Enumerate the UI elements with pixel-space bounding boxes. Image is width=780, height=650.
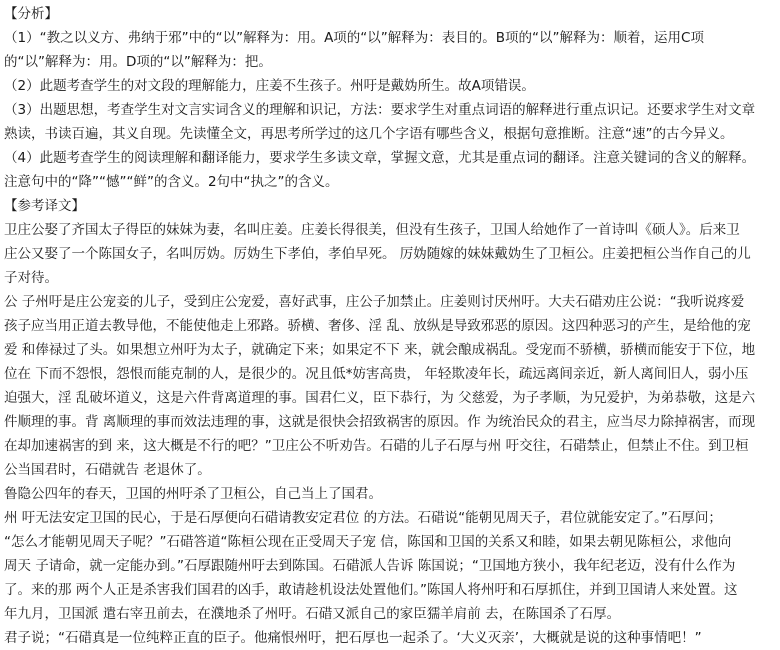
analysis-line: （2）此题考查学生的对文段的理解能力，庄姜不生孩子。州吁是戴妫所生。故A项错误。	[4, 78, 535, 94]
analysis-line: 熟读，书读百遍，其义自现。先读懂全文，再思考所学过的这几个字语有哪些含义，根据句意推断。注意“速”的古今异义。	[4, 126, 734, 142]
translation-line: 公 子州吁是庄公宠妾的儿子，受到庄公宠爱，喜好武事，庄公子加禁止。庄姜则讨厌州吁。大夫石碏劝庄公说：“我听说疼爱	[4, 294, 745, 310]
translation-line: 了。来的那 两个人正是杀害我们国君的凶手，敢请趁机设法处置他们。”陈国人将州吁和石厚抓住，并到卫国请人来处置。这	[4, 582, 738, 598]
analysis-line: 的“以”解释为：用。D项的“以”解释为：把。	[4, 54, 272, 70]
translation-heading: 【参考译文】	[4, 198, 85, 214]
translation-line: 公当国君时，石碏就告 老退休了。	[4, 462, 211, 478]
translation-line: 年九月，卫国派 遣右宰丑前去，在濮地杀了州吁。石碏又派自己的家臣獳羊肩前 去，在陈国杀了石厚。	[4, 606, 621, 622]
translation-line: 子对待。	[4, 270, 58, 286]
translation-line: 件顺理的事。背 离顺理的事而效法违理的事，这就是很快会招致祸害的原因。作 为统治民众的君主，应当尽力除掉祸害，而现	[4, 414, 756, 430]
translation-line: 孩子应当用正道去教导他，不能使他走上邪路。骄横、奢侈、淫 乱、放纵是导致邪恶的原因。这四种恶习的产生，是给他的宠	[4, 318, 751, 334]
analysis-line: 注意句中的“降”“憾”“鲜”的含义。2句中“执之”的含义。	[4, 174, 339, 190]
translation-line: 迫强大，淫 乱破坏道义，这是六件背离道理的事。国君仁义，臣下恭行，为 父慈爱，为子孝顺，为兄爱护，为弟恭敬，这是六	[4, 390, 756, 406]
analysis-line: （3）出题思想，考查学生对文言实词含义的理解和识记，方法：要求学生对重点词语的解释进行重点识记。还要求学生对文章	[4, 102, 756, 118]
translation-line: 庄公又娶了一个陈国女子，名叫厉妫。厉妫生下孝伯，孝伯早死。 厉妫随嫁的妹妹戴妫生了卫桓公。庄姜把桓公当作自己的儿	[4, 246, 751, 262]
analysis-line: （1）“教之以义方、弗纳于邪”中的“以”解释为：用。A项的“以”解释为：表目的。B项的“以”解释为：顺着，运用C项	[4, 30, 704, 46]
analysis-heading: 【分析】	[4, 6, 58, 22]
translation-line: 在却加速祸害的到 来，这大概是不行的吧？”卫庄公不听劝告。石碏的儿子石厚与州 吁交往，石碏禁止，但禁止不住。到卫桓	[4, 438, 749, 454]
analysis-line: （4）此题考查学生的阅读理解和翻译能力，要求学生多读文章，掌握文意，尤其是重点词的翻译。注意关键词的含义的解释。	[4, 150, 756, 166]
translation-line: 周天 子请命，就一定能办到。”石厚跟随州吁去到陈国。石碏派人告诉 陈国说；“卫国地方狭小，我年纪老迈，没有什么作为	[4, 558, 736, 574]
translation-line: 爱 和俸禄过了头。如果想立州吁为太子，就确定下来；如果定不下 来，就会酿成祸乱。受宠而不骄横，骄横而能安于下位，地	[4, 342, 756, 358]
translation-line: “怎么才能朝见周天子呢？”石碏答道“陈桓公现在正受周天子宠 信，陈国和卫国的关系又和睦，如果去朝见陈桓公，求他向	[4, 534, 732, 550]
analysis-section	[4, 26, 776, 194]
translation-line: 君子说；“石碏真是一位纯粹正直的臣子。他痛恨州吁，把石厚也一起杀了。‘大义灭亲’，大概就是说的这种事情吧！”	[4, 630, 702, 646]
translation-line: 鲁隐公四年的春天，卫国的州吁杀了卫桓公，自己当上了国君。	[4, 486, 382, 502]
translation-line: 州 吁无法安定卫国的民心，于是石厚便向石碏请教安定君位 的方法。石碏说“能朝见周天子，君位就能安定了。”石厚问；	[4, 510, 722, 526]
translation-line: 位在 下而不怨恨，怨恨而能克制的人，是很少的。况且低*妨害高贵， 年轻欺凌年长，疏远离间亲近，新人离间旧人，弱小压	[4, 366, 749, 382]
translation-line: 卫庄公娶了齐国太子得臣的妹妹为妻，名叫庄姜。庄姜长得很美，但没有生孩子，卫国人给她作了一首诗叫《硕人》。后来卫	[4, 222, 740, 238]
translation-section	[4, 218, 776, 650]
